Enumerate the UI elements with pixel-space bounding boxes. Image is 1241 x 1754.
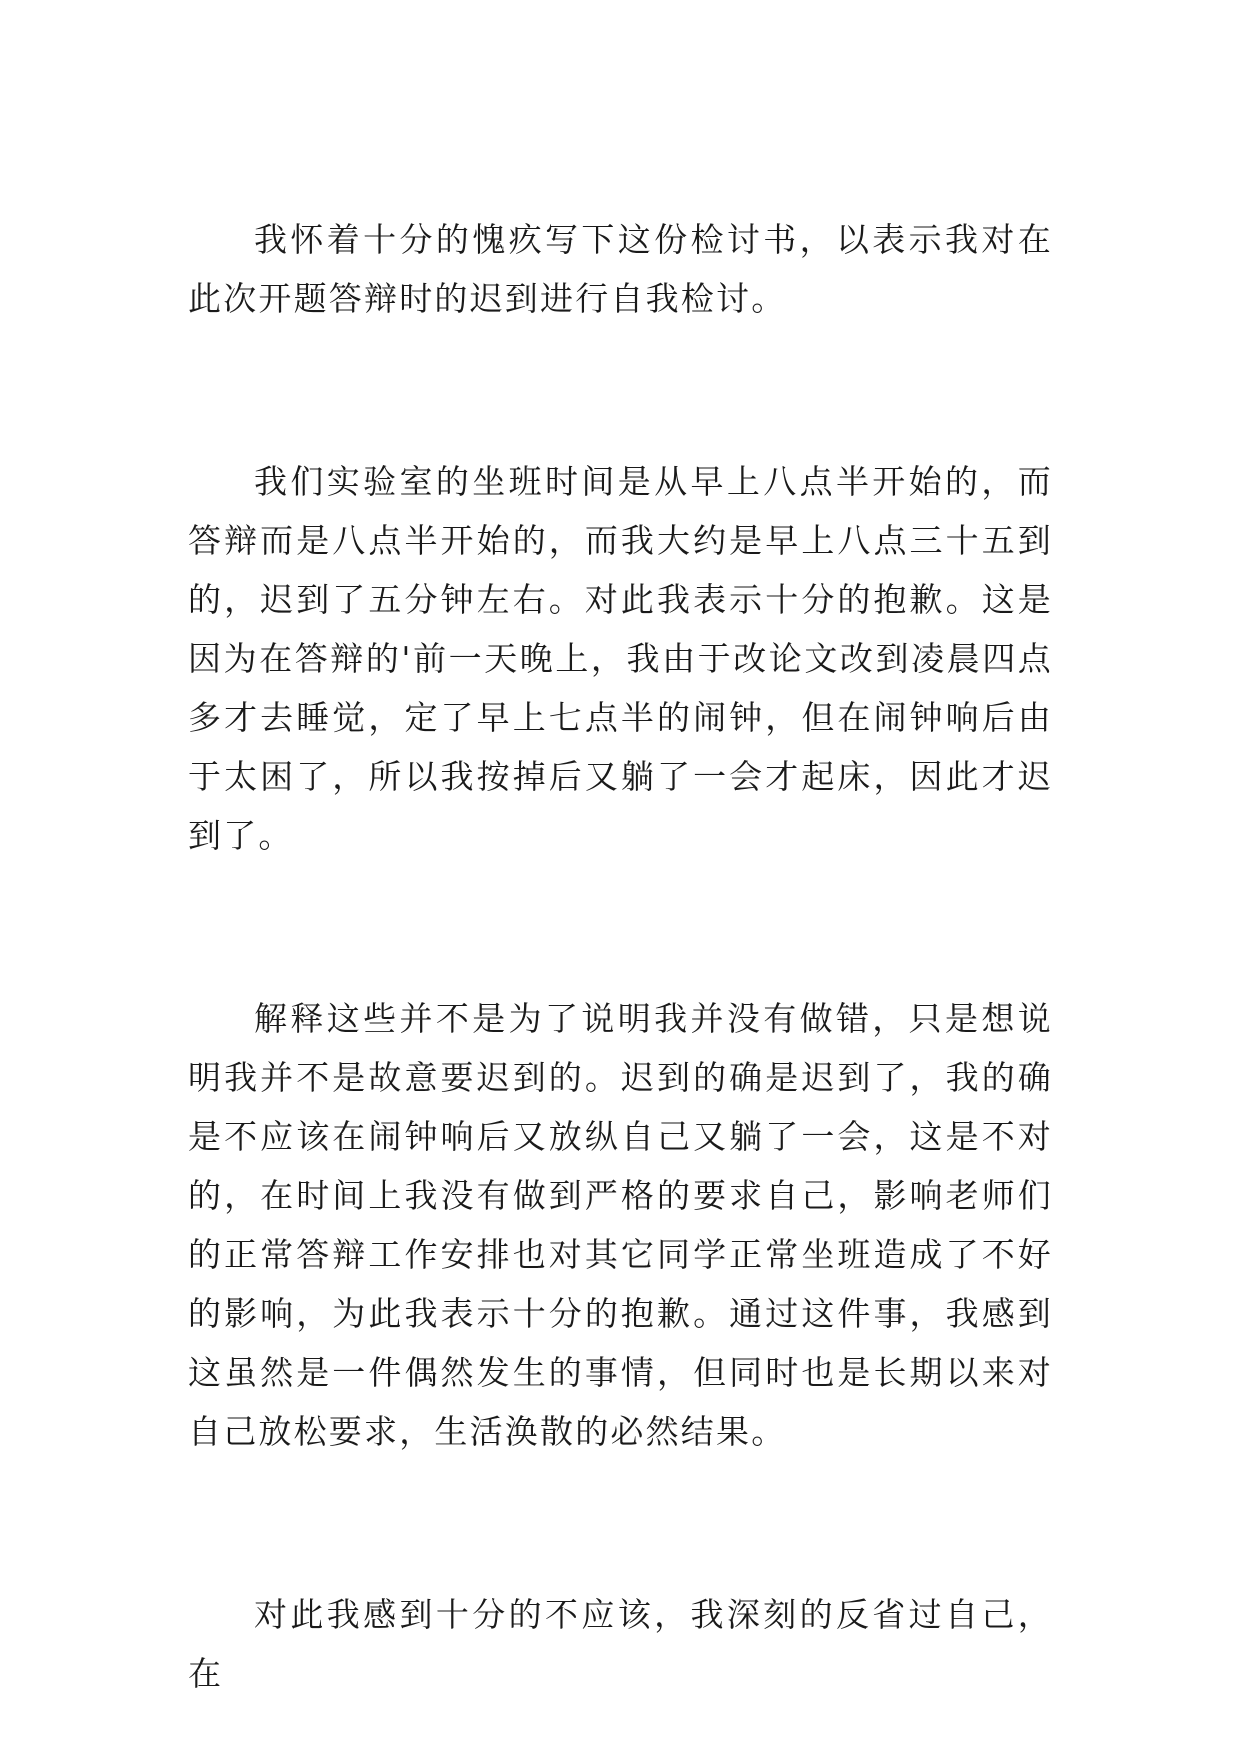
paragraph-2: 我们实验室的坐班时间是从早上八点半开始的，而答辩而是八点半开始的，而我大约是早上八点三十五到的，迟到了五分钟左右。对此我表示十分的抱歉。这是因为在答辩的'前一天晚上，我由于改论文改到凌晨四点多才去睡觉，定了早上七点半的闹钟，但在闹钟响后由于太困了，所以我按掉后又躺了一会才起床，因此才迟到了。 [188,462,1053,855]
paragraph-gap [188,865,1053,989]
paragraph-3: 解释这些并不是为了说明我并没有做错，只是想说明我并不是故意要迟到的。迟到的确是迟到了，我的确是不应该在闹钟响后又放纵自己又躺了一会，这是不对的，在时间上我没有做到严格的要求自己，影响老师们的正常答辩工作安排也对其它同学正常坐班造成了不好的影响，为此我表示十分的抱歉。通过这件事，我感到这虽然是一件偶然发生的事情，但同时也是长期以来对自己放松要求，生活涣散的必然结果。 [188,999,1053,1451]
document-body [188,210,1053,1703]
paragraph-gap [188,328,1053,452]
paragraph-4: 对此我感到十分的不应该，我深刻的反省过自己，在 [188,1595,1053,1693]
paragraph-gap [188,1461,1053,1585]
paragraph-1: 我怀着十分的愧疚写下这份检讨书，以表示我对在此次开题答辩时的迟到进行自我检讨。 [188,220,1053,318]
